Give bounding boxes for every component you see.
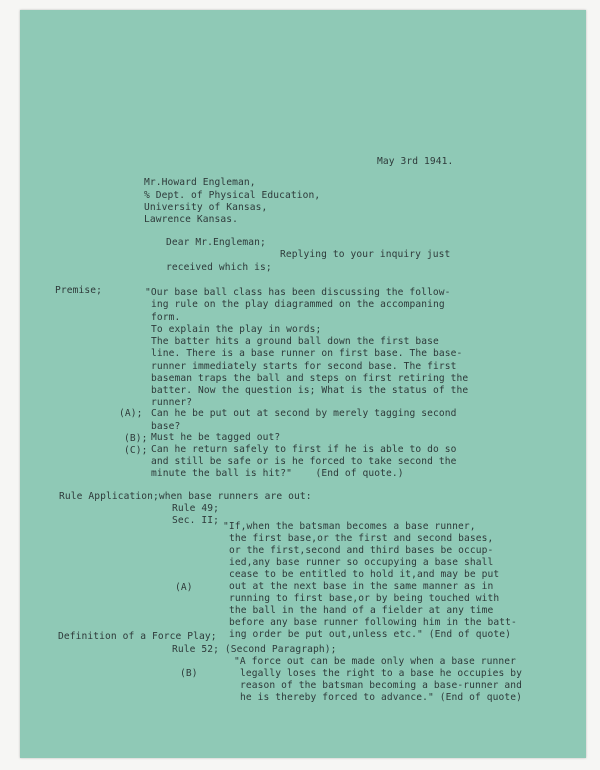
rule-section: Sec. II; — [172, 515, 220, 526]
force-marker: (B) — [180, 668, 198, 679]
force-play-label: Definition of a Force Play; — [58, 631, 217, 642]
rule-quote-line: before any base runner following him in the batt- — [229, 617, 517, 628]
premise-line: runner immediately starts for second base. The first — [151, 361, 457, 372]
premise-line: batter. Now the question is; What is the status of the — [151, 385, 469, 396]
question-line: Can he be put out at second by merely tagging second — [151, 408, 457, 419]
salutation: Dear Mr.Engleman; — [166, 237, 266, 248]
premise-line: To explain the play in words; — [151, 324, 322, 335]
address-line: % Dept. of Physical Education, — [144, 190, 321, 201]
rule-quote-line: running to first base,or by being touched with — [229, 593, 500, 604]
force-quote-line: he is thereby forced to advance." (End of quote) — [240, 692, 523, 703]
rule-application-label: Rule Application;when base runners are out: — [59, 491, 312, 502]
rule-marker: (A) — [175, 582, 193, 593]
force-play-rule: Rule 52; (Second Paragraph); — [172, 644, 337, 655]
premise-line: "Our base ball class has been discussing the follow- — [145, 287, 451, 298]
rule-quote-line: cease to be entitled to hold it,and may be put — [229, 569, 500, 580]
opening-line: received which is; — [166, 262, 272, 273]
rule-quote-line: ied,any base runner so occupying a base shall — [229, 557, 494, 568]
rule-quote-line: ing order be put out,unless etc." (End of quote) — [229, 629, 512, 640]
rule-quote-line: out at the next base in the same manner as in — [229, 581, 494, 592]
rule-number: Rule 49; — [172, 503, 220, 514]
address-line: University of Kansas, — [144, 202, 268, 213]
question-line: Must he be tagged out? — [151, 432, 281, 443]
premise-label: Premise; — [55, 285, 103, 296]
force-quote-line: "A force out can be made only when a base runner — [234, 656, 517, 667]
address-line: Lawrence Kansas. — [144, 214, 239, 225]
question-marker: (B); — [124, 433, 148, 444]
letter-page — [20, 10, 586, 758]
question-line: and still be safe or is he forced to take second the — [151, 456, 457, 467]
question-marker: (A); — [119, 408, 143, 419]
force-quote-line: reason of the batsman becoming a base-runner and — [240, 680, 523, 691]
question-line: minute the ball is hit?" (End of quote.) — [151, 468, 404, 479]
question-line: Can he return safely to first if he is able to do so — [151, 444, 457, 455]
rule-quote-line: the first base,or the first and second bases, — [229, 533, 494, 544]
premise-line: line. There is a base runner on first base. The base- — [151, 348, 463, 359]
premise-line: The batter hits a ground ball down the first base — [151, 336, 439, 347]
opening-line: Replying to your inquiry just — [280, 249, 451, 260]
rule-quote-line: the ball in the hand of a fielder at any time — [229, 605, 494, 616]
rule-quote-line: or the first,second and third bases be occup- — [229, 545, 494, 556]
premise-line: ing rule on the play diagrammed on the accompaning — [151, 299, 445, 310]
letter-date: May 3rd 1941. — [377, 156, 454, 167]
question-marker: (C); — [124, 445, 148, 456]
premise-line: baseman traps the ball and steps on first retiring the — [151, 373, 469, 384]
address-line: Mr.Howard Engleman, — [144, 177, 256, 188]
premise-line: runner? — [151, 397, 193, 408]
premise-line: form. — [151, 312, 181, 323]
rule-quote-line: "If,when the batsman becomes a base runner, — [223, 521, 476, 532]
question-line: base? — [151, 421, 181, 432]
force-quote-line: legally loses the right to a base he occupies by — [240, 668, 523, 679]
